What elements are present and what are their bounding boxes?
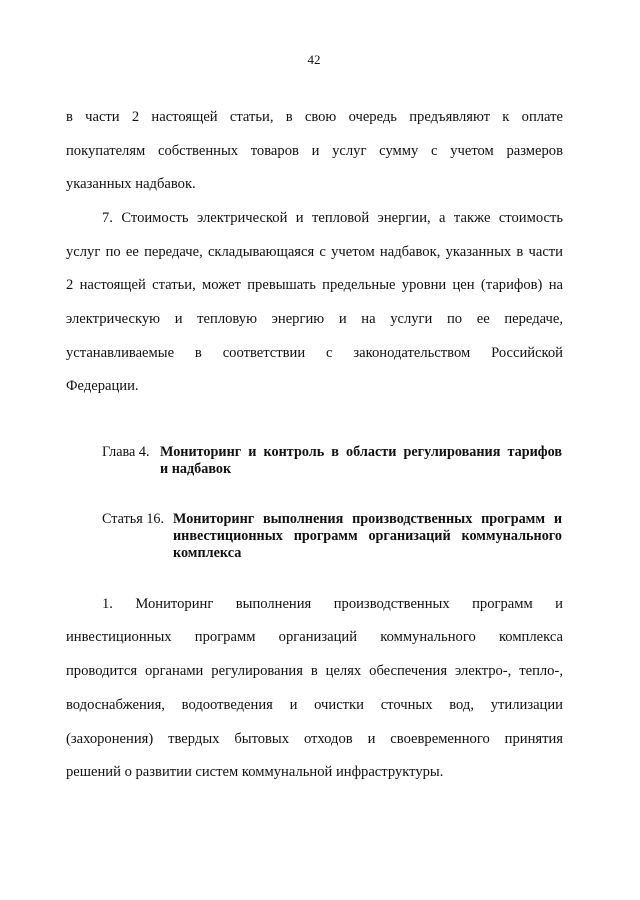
- text-line: инвестиционных программ организаций коммунального комплекса: [66, 629, 563, 645]
- article-title-line: комплекса: [173, 545, 242, 561]
- text-line: Федерации.: [66, 378, 139, 394]
- article-title-line: Мониторинг выполнения производственных программ и: [173, 511, 562, 527]
- text-line: решений о развитии систем коммунальной инфраструктуры.: [66, 764, 444, 780]
- text-line: водоснабжения, водоотведения и очистки сточных вод, утилизации: [66, 697, 563, 713]
- page-number: 42: [307, 52, 321, 67]
- text-line: (захоронения) твердых бытовых отходов и своевременного принятия: [66, 731, 563, 747]
- text-line: 2 настоящей статьи, может превышать предельные уровни цен (тарифов) на: [66, 277, 563, 293]
- chapter-label: Глава 4.: [102, 444, 150, 460]
- text-line: 1. Мониторинг выполнения производственных программ и: [102, 596, 563, 612]
- article-title-line: инвестиционных программ организаций коммунального: [173, 528, 562, 544]
- text-line: услуг по ее передаче, складывающаяся с учетом надбавок, указанных в части: [66, 244, 563, 260]
- text-line: электрическую и тепловую энергию и на услуги по ее передаче,: [66, 311, 563, 327]
- text-line: указанных надбавок.: [66, 176, 196, 192]
- article-label: Статья 16.: [102, 511, 165, 527]
- text-line: проводится органами регулирования в целях обеспечения электро-, тепло-,: [66, 663, 563, 679]
- text-line: 7. Стоимость электрической и тепловой энергии, а также стоимость: [102, 210, 563, 226]
- chapter-title-line: и надбавок: [160, 461, 232, 477]
- text-line: в части 2 настоящей статьи, в свою очередь предъявляют к оплате: [66, 109, 563, 125]
- text-line: покупателям собственных товаров и услуг сумму с учетом размеров: [66, 143, 563, 159]
- text-line: устанавливаемые в соответствии с законодательством Российской: [66, 345, 563, 361]
- chapter-title-line: Мониторинг и контроль в области регулирования тарифов: [160, 444, 562, 460]
